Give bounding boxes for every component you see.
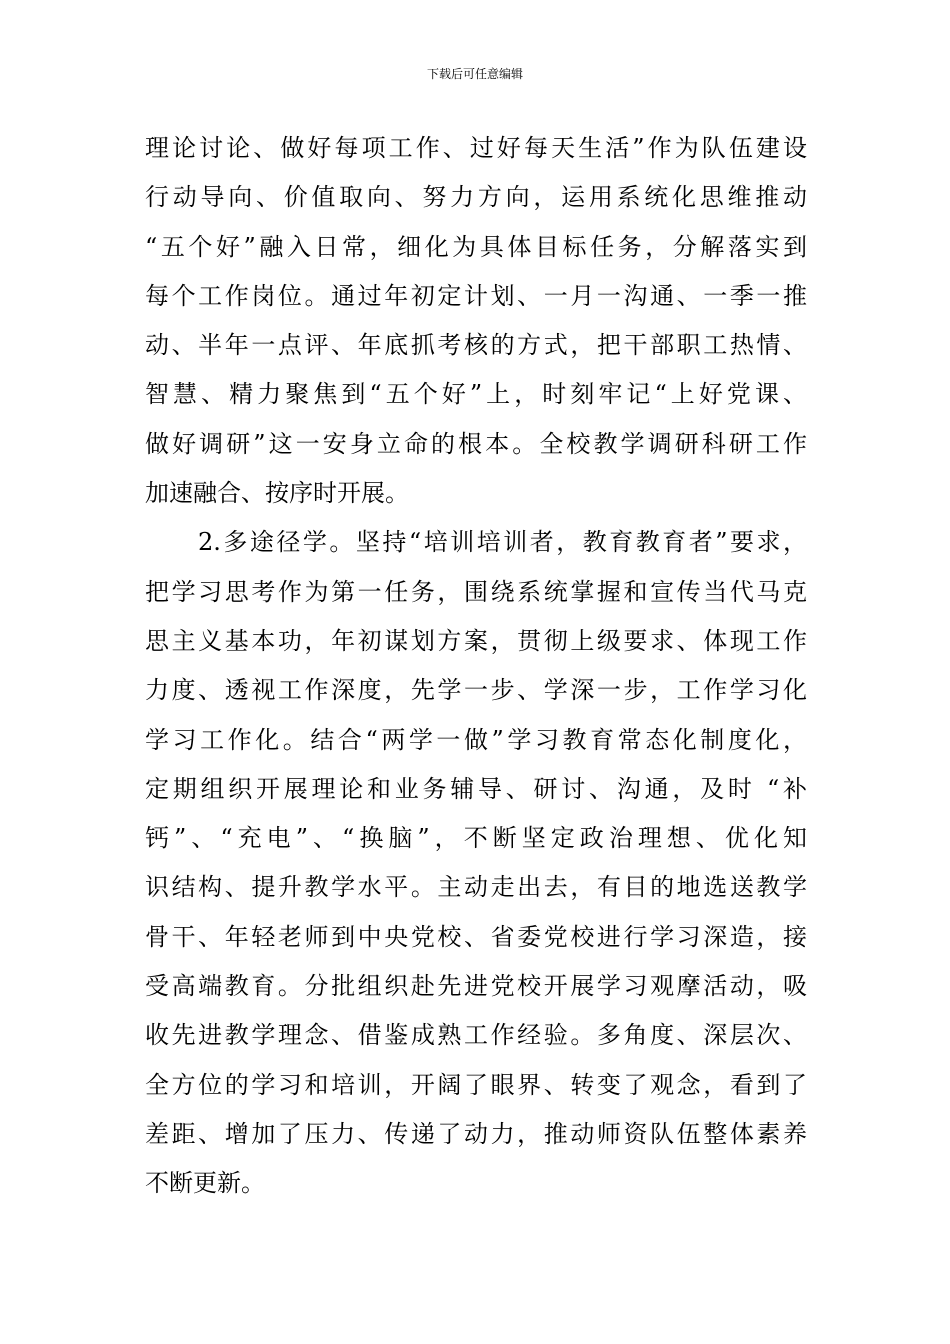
text-line: 定期组织开展理论和业务辅导、研讨、沟通，及时 “补: [145, 774, 807, 803]
document-body: [145, 124, 807, 1209]
text-line: 受高端教育。分批组织赴先进党校开展学习观摩活动，吸: [145, 972, 807, 1001]
text-line: 思主义基本功，年初谋划方案，贯彻上级要求、体现工作: [145, 626, 807, 655]
text-line: 钙”、“充电”、“换脑”，不断坚定政治理想、优化知: [145, 824, 807, 853]
page-header: 下载后可任意编辑: [426, 67, 523, 81]
text-line: 把学习思考作为第一任务，围绕系统掌握和宣传当代马克: [145, 577, 807, 606]
text-line: 每个工作岗位。通过年初定计划、一月一沟通、一季一推: [145, 281, 807, 310]
text-line: “五个好”融入日常，细化为具体目标任务，分解落实到: [145, 232, 807, 261]
text-line: 2.多途径学。坚持“培训培训者，教育教育者”要求，: [145, 528, 807, 557]
text-line: 差距、增加了压力、传递了动力，推动师资队伍整体素养: [145, 1119, 807, 1148]
text-line: 力度、透视工作深度，先学一步、学深一步，工作学习化: [145, 676, 807, 705]
text-line: 做好调研”这一安身立命的根本。全校教学调研科研工作: [145, 429, 807, 458]
text-line: 动、半年一点评、年底抓考核的方式，把干部职工热情、: [145, 331, 807, 360]
text-line: 不断更新。: [145, 1169, 265, 1198]
text-line: 行动导向、价值取向、努力方向，运用系统化思维推动: [145, 183, 807, 212]
text-line: 学习工作化。结合“两学一做”学习教育常态化制度化，: [145, 725, 807, 754]
text-line: 加速融合、按序时开展。: [145, 479, 409, 508]
text-line: 收先进教学理念、借鉴成熟工作经验。多角度、深层次、: [145, 1021, 807, 1050]
text-line: 理论讨论、做好每项工作、过好每天生活”作为队伍建设: [145, 134, 807, 162]
text-line: 骨干、年轻老师到中央党校、省委党校进行学习深造，接: [145, 922, 807, 951]
text-line: 全方位的学习和培训，开阔了眼界、转变了观念，看到了: [145, 1070, 807, 1099]
text-line: 识结构、提升教学水平。主动走出去，有目的地选送教学: [145, 873, 807, 902]
text-line: 智慧、精力聚焦到“五个好”上，时刻牢记“上好党课、: [145, 380, 807, 409]
